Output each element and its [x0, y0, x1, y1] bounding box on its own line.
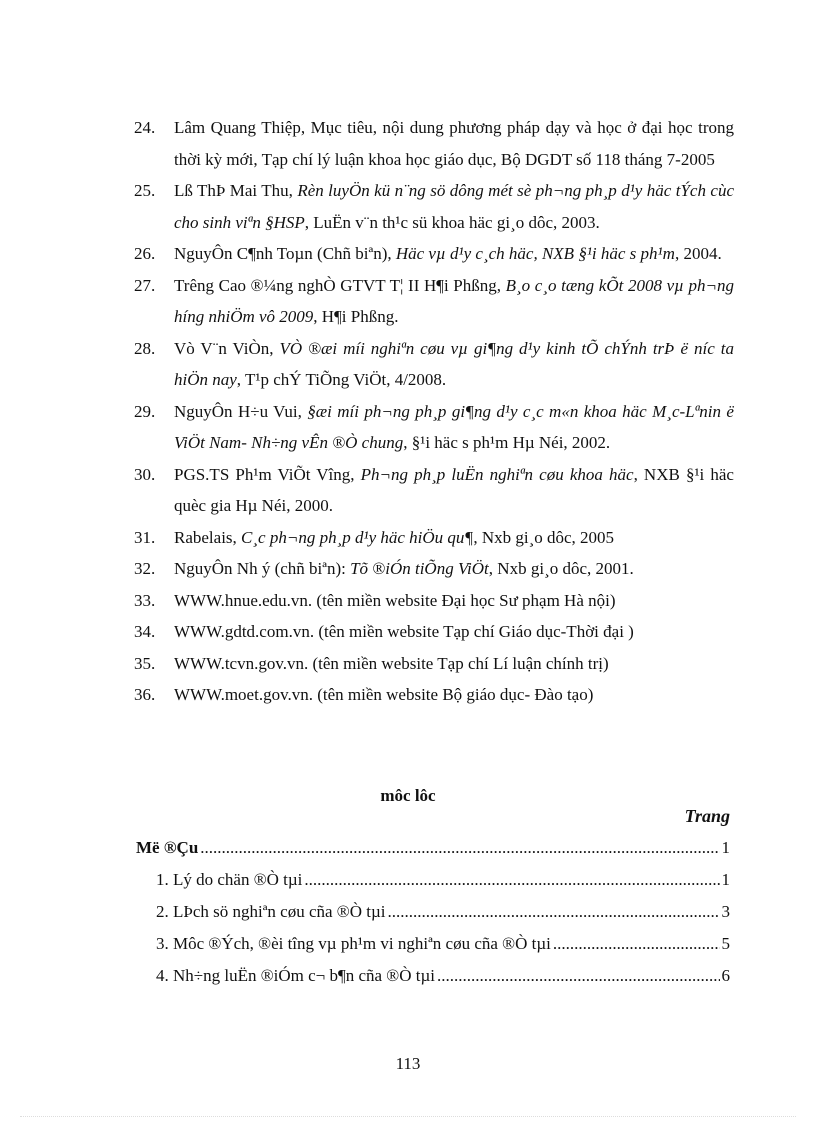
toc-entry-label: Më ®Çu [136, 838, 199, 857]
toc-entry-page: 6 [721, 966, 730, 985]
toc-entry-page: 1 [721, 870, 730, 889]
reference-text [174, 270, 734, 333]
reference-text-part: , NXB §¹i häc quèc gia Hµ Néi, 2000. [174, 464, 734, 515]
reference-number: 30. [134, 464, 156, 484]
reference-item [134, 522, 734, 554]
reference-item [134, 459, 734, 522]
reference-number: 34. [134, 622, 156, 641]
reference-number: 29. [134, 401, 156, 421]
reference-text [174, 175, 734, 238]
table-of-contents [136, 838, 730, 998]
reference-list [134, 112, 734, 711]
toc-title: môc lôc [380, 786, 436, 805]
reference-item [134, 112, 734, 175]
reference-title-italic: B¸o c¸o tæng kÕt 2008 vµ ph¬ng híng nhiÖm vô 2009 [174, 275, 735, 326]
reference-item [134, 175, 734, 238]
reference-text [174, 679, 734, 711]
reference-item [134, 585, 734, 617]
reference-item [134, 553, 734, 585]
toc-entry[interactable] [136, 902, 730, 934]
reference-item [134, 396, 734, 459]
reference-text-part: NguyÔn Nh ý (chñ biªn): [174, 559, 351, 578]
reference-text [174, 616, 734, 648]
reference-number: 33. [134, 590, 156, 610]
page-number: 113 [395, 1054, 421, 1073]
reference-title-italic: Tõ ®iÓn tiÕng ViÖt [350, 559, 489, 578]
reference-item [134, 238, 734, 270]
reference-text [174, 333, 734, 396]
reference-number: 25. [134, 181, 156, 200]
reference-item [134, 333, 734, 396]
toc-dot-leader [200, 838, 719, 858]
reference-text-part: , 2004. [674, 244, 722, 263]
reference-number: 28. [134, 338, 156, 358]
reference-item [134, 648, 734, 680]
reference-text-part: PGS.TS Ph¹m ViÕt Vîng, [174, 464, 361, 484]
reference-text-part: , H¶i Phßng. [313, 307, 399, 326]
reference-text [174, 522, 734, 554]
toc-entry[interactable] [136, 966, 730, 998]
reference-title-italic: C¸c ph¬ng ph¸p d¹y häc hiÖu qu¶ [241, 527, 474, 547]
toc-dot-leader [437, 966, 720, 986]
reference-number: 27. [134, 275, 156, 295]
reference-text [174, 459, 734, 522]
toc-entry-page: 5 [721, 934, 730, 953]
reference-number: 26. [134, 244, 156, 263]
reference-item [134, 679, 734, 711]
reference-text-part: , Nxb gi¸o dôc, 2005 [473, 527, 615, 547]
reference-title-italic: Häc vµ d¹y c¸ch häc, NXB §¹i häc s ph¹m [395, 244, 675, 263]
page-bottom-border [20, 1116, 796, 1117]
reference-text-part: WWW.gdtd.com.vn. (tên miền website Tạp chí Giáo dục-Thời đại ) [174, 622, 634, 641]
reference-title-italic: Rèn luyÖn kü n¨ng sö dông mét sè ph¬ng ph¸p d¹y häc tÝch cùc cho sinh viªn §HSP [174, 181, 734, 232]
reference-text-part: WWW.moet.gov.vn. (tên miền website Bộ giáo dục- Đào tạo) [174, 685, 594, 704]
toc-entry-label: 3. Môc ®Ých, ®èi tîng vµ ph¹m vi nghiªn cøu cña ®Ò tµi [156, 934, 551, 953]
reference-text-part: , §¹i häc s ph¹m Hµ Néi, 2002. [403, 433, 611, 452]
reference-text [174, 396, 734, 459]
reference-text [174, 238, 734, 270]
reference-text [174, 648, 734, 680]
toc-entry-page: 1 [721, 838, 730, 857]
reference-text-part: Trêng Cao ®¼ng nghÒ GTVT T¦ II H¶i Phßng, [174, 275, 506, 295]
reference-text-part: , LuËn v¨n th¹c sü khoa häc gi¸o dôc, 2003. [304, 212, 600, 232]
toc-entry[interactable] [136, 870, 730, 902]
reference-number: 24. [134, 118, 156, 137]
toc-dot-leader [553, 934, 720, 954]
toc-page-column-label: Trang [684, 806, 730, 826]
toc-entry-label: 4. Nh÷ng luËn ®iÓm c¬ b¶n cña ®Ò tµi [156, 966, 435, 985]
reference-text-part: NguyÔn C¶nh Toµn (Chñ biªn), [174, 244, 396, 263]
toc-entry[interactable] [136, 838, 730, 870]
reference-text-part: Rabelais, [174, 527, 242, 547]
reference-item [134, 270, 734, 333]
toc-dot-leader [304, 870, 719, 890]
reference-number: 31. [134, 527, 156, 547]
reference-number: 35. [134, 653, 156, 673]
reference-item [134, 616, 734, 648]
reference-title-italic: Ph¬ng ph¸p luËn nghiªn cøu khoa häc [360, 464, 634, 484]
toc-entry[interactable] [136, 934, 730, 966]
reference-text-part: , Nxb gi¸o dôc, 2001. [488, 559, 634, 578]
reference-title-italic: VÒ ®æi míi nghiªn cøu vµ gi¶ng d¹y kinh tÕ chÝnh trÞ ë níc ta hiÖn nay [174, 338, 734, 389]
reference-text [174, 585, 734, 617]
reference-title-italic: §æi míi ph¬ng ph¸p gi¶ng d¹y c¸c m«n khoa häc M¸c-Lªnin ë ViÖt Nam- Nh÷ng vÊn ®Ò chung [174, 401, 734, 452]
reference-text-part: WWW.tcvn.gov.vn. (tên miền website Tạp chí Lí luận chính trị) [174, 653, 609, 673]
reference-text-part: Lâm Quang Thiệp, Mục tiêu, nội dung phương pháp dạy và học ở đại học trong thời kỳ mới, Tạp chí lý luận khoa học giáo dục, Bộ DGDT số 118 tháng 7-2005 [174, 118, 734, 169]
reference-number: 32. [134, 559, 156, 578]
reference-text [174, 112, 734, 175]
reference-text [174, 553, 734, 585]
reference-text-part: NguyÔn H÷u Vui, [174, 401, 308, 421]
toc-entry-label: 1. Lý do chän ®Ò tµi [156, 870, 303, 889]
reference-text-part: , T¹p chÝ TiÕng ViÖt, 4/2008. [236, 370, 447, 389]
reference-text-part: WWW.hnue.edu.vn. (tên miền website Đại học Sư phạm Hà nội) [174, 590, 616, 610]
reference-text-part: Lß ThÞ Mai Thu, [174, 181, 298, 200]
toc-entry-label: 2. LÞch sö nghiªn cøu cña ®Ò tµi [156, 902, 386, 921]
toc-entry-page: 3 [721, 902, 730, 921]
toc-dot-leader [387, 902, 719, 922]
reference-number: 36. [134, 685, 156, 704]
reference-text-part: Vò V¨n ViÒn, [174, 338, 280, 358]
